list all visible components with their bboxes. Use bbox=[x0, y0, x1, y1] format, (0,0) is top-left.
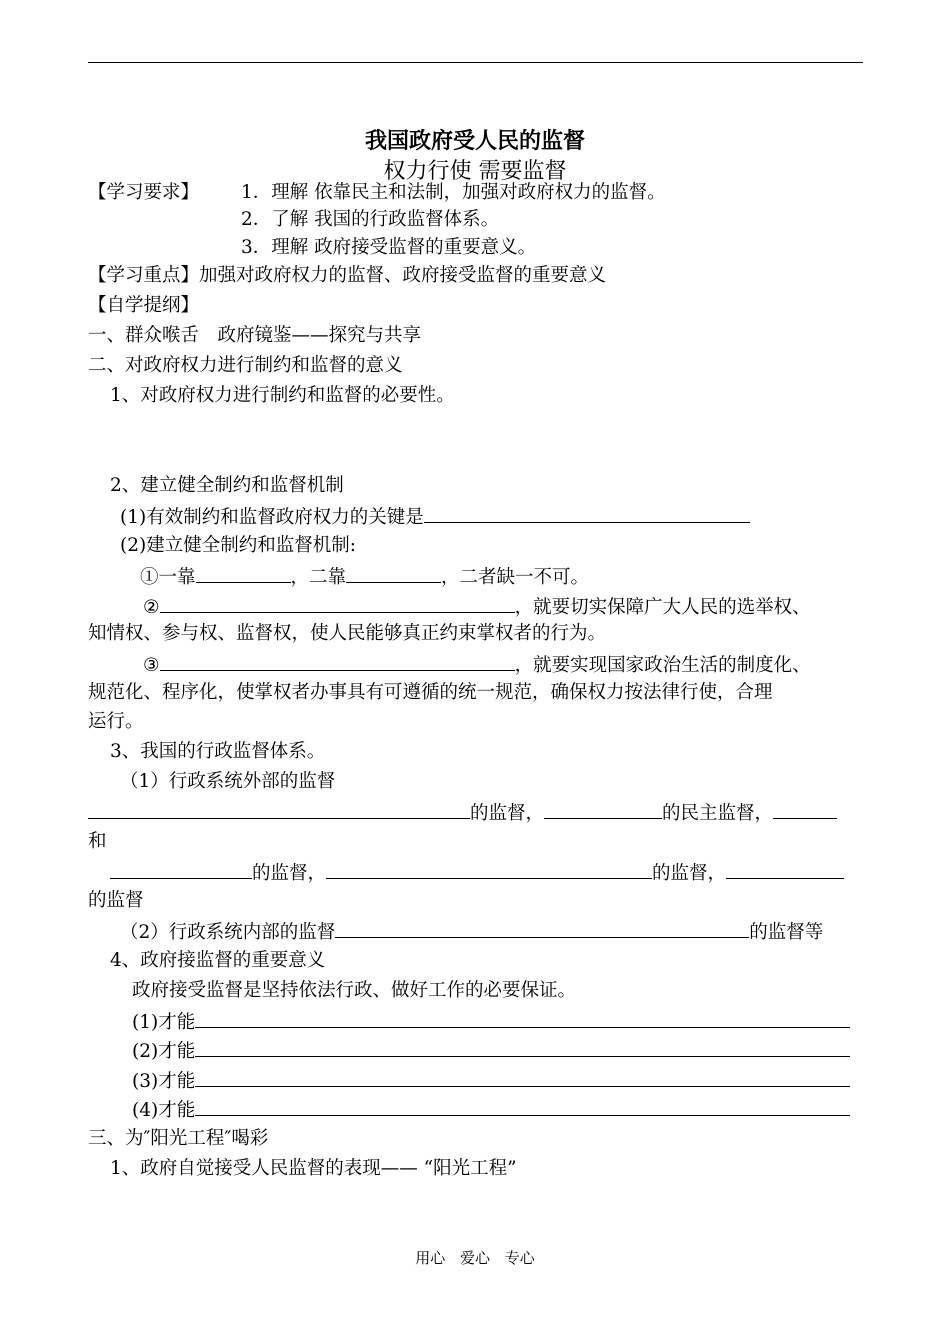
answer-blank[interactable] bbox=[773, 800, 837, 819]
answer-blank[interactable] bbox=[335, 919, 749, 938]
question-text: 的监督， bbox=[252, 863, 327, 884]
question-text: ，二者缺一不可。 bbox=[441, 567, 590, 588]
question-text: 的监督等 bbox=[749, 922, 824, 943]
subsection: 3、我国的行政监督体系。 bbox=[110, 741, 326, 762]
fill-line bbox=[132, 1068, 850, 1094]
question-text: ③ bbox=[143, 655, 160, 676]
subsection: （1）行政系统外部的监督 bbox=[120, 771, 336, 792]
question-text: （2）行政系统内部的监督 bbox=[120, 922, 336, 943]
body-text: 的监督 bbox=[88, 890, 144, 911]
focus-label: 【学习重点】 bbox=[88, 265, 200, 286]
page-subtitle: 权力行使 需要监督 bbox=[383, 159, 567, 184]
answer-blank[interactable] bbox=[195, 1009, 850, 1028]
question-text: ② bbox=[143, 597, 160, 618]
requirement-item: 2．了解 我国的行政监督体系。 bbox=[241, 209, 500, 230]
fill-line bbox=[143, 652, 811, 678]
answer-blank[interactable] bbox=[160, 652, 515, 671]
question-text: (2)才能 bbox=[132, 1041, 196, 1062]
section-heading: 二、对政府权力进行制约和监督的意义 bbox=[88, 355, 403, 376]
answer-blank[interactable] bbox=[424, 504, 750, 523]
question-text: 的民主监督， bbox=[662, 803, 774, 824]
focus-text: 加强对政府权力的监督、政府接受监督的重要意义 bbox=[199, 265, 607, 286]
requirement-item: 3．理解 政府接受监督的重要意义。 bbox=[241, 237, 537, 258]
answer-blank[interactable] bbox=[346, 564, 441, 583]
body-text: 和 bbox=[88, 831, 107, 852]
question-text: (1)才能 bbox=[132, 1012, 196, 1033]
section-heading: 三、为″阳光工程″喝彩 bbox=[88, 1128, 269, 1149]
fill-line bbox=[132, 1009, 850, 1035]
answer-blank[interactable] bbox=[160, 594, 515, 613]
page-title: 我国政府受人民的监督 bbox=[364, 128, 585, 154]
body-text: 运行。 bbox=[88, 711, 144, 732]
fill-line bbox=[132, 1097, 850, 1123]
fill-line bbox=[140, 564, 589, 590]
body-text: 知情权、参与权、监督权，使人民能够真正约束掌权者的行为。 bbox=[88, 623, 607, 644]
question-text: 的监督， bbox=[652, 863, 727, 884]
question-text: 的监督， bbox=[470, 803, 545, 824]
question-text: ，二靠 bbox=[290, 567, 347, 588]
question-text: ①一靠 bbox=[140, 567, 196, 588]
answer-blank[interactable] bbox=[195, 1038, 850, 1057]
outline-label: 【自学提纲】 bbox=[88, 295, 200, 316]
fill-line bbox=[132, 1038, 850, 1064]
body-text: 政府接受监督是坚持依法行政、做好工作的必要保证。 bbox=[132, 980, 577, 1001]
focus-line bbox=[88, 264, 606, 288]
subsection: 1、政府自觉接受人民监督的表现—— “阳光工程” bbox=[110, 1158, 517, 1179]
header-rule bbox=[88, 62, 863, 63]
answer-blank[interactable] bbox=[196, 564, 291, 583]
answer-blank[interactable] bbox=[326, 860, 652, 879]
body-text: 规范化、程序化，使掌权者办事具有可遵循的统一规范，确保权力按法律行使，合理 bbox=[88, 682, 773, 703]
answer-blank[interactable] bbox=[544, 800, 662, 819]
subsection: 1、对政府权力进行制约和监督的必要性。 bbox=[110, 385, 455, 406]
answer-blank[interactable] bbox=[88, 800, 470, 819]
fill-line bbox=[120, 919, 823, 945]
question-text: (3)才能 bbox=[132, 1071, 196, 1092]
answer-blank[interactable] bbox=[110, 860, 252, 879]
page-footer: 用心 爱心 专心 bbox=[415, 1249, 535, 1267]
requirement-item: 1．理解 依靠民主和法制，加强对政府权力的监督。 bbox=[241, 182, 666, 203]
question-text: (4)才能 bbox=[132, 1100, 196, 1121]
question-text: ，就要实现国家政治生活的制度化、 bbox=[514, 655, 811, 676]
answer-blank[interactable] bbox=[195, 1097, 850, 1116]
requirements-label: 【学习要求】 bbox=[88, 182, 200, 203]
fill-line bbox=[120, 504, 750, 530]
answer-blank[interactable] bbox=[726, 860, 844, 879]
subsection: (2)建立健全制约和监督机制: bbox=[120, 535, 356, 556]
fill-line bbox=[143, 594, 811, 620]
question-text: (1)有效制约和监督政府权力的关键是 bbox=[120, 507, 424, 528]
subsection: 2、建立健全制约和监督机制 bbox=[110, 475, 344, 496]
fill-line bbox=[88, 800, 837, 826]
section-heading: 一、群众喉舌 政府镜鉴——探究与共享 bbox=[88, 325, 422, 346]
subsection: 4、政府接监督的重要意义 bbox=[110, 950, 326, 971]
fill-line bbox=[110, 860, 844, 886]
answer-blank[interactable] bbox=[195, 1068, 850, 1087]
question-text: ，就要切实保障广大人民的选举权、 bbox=[514, 597, 811, 618]
